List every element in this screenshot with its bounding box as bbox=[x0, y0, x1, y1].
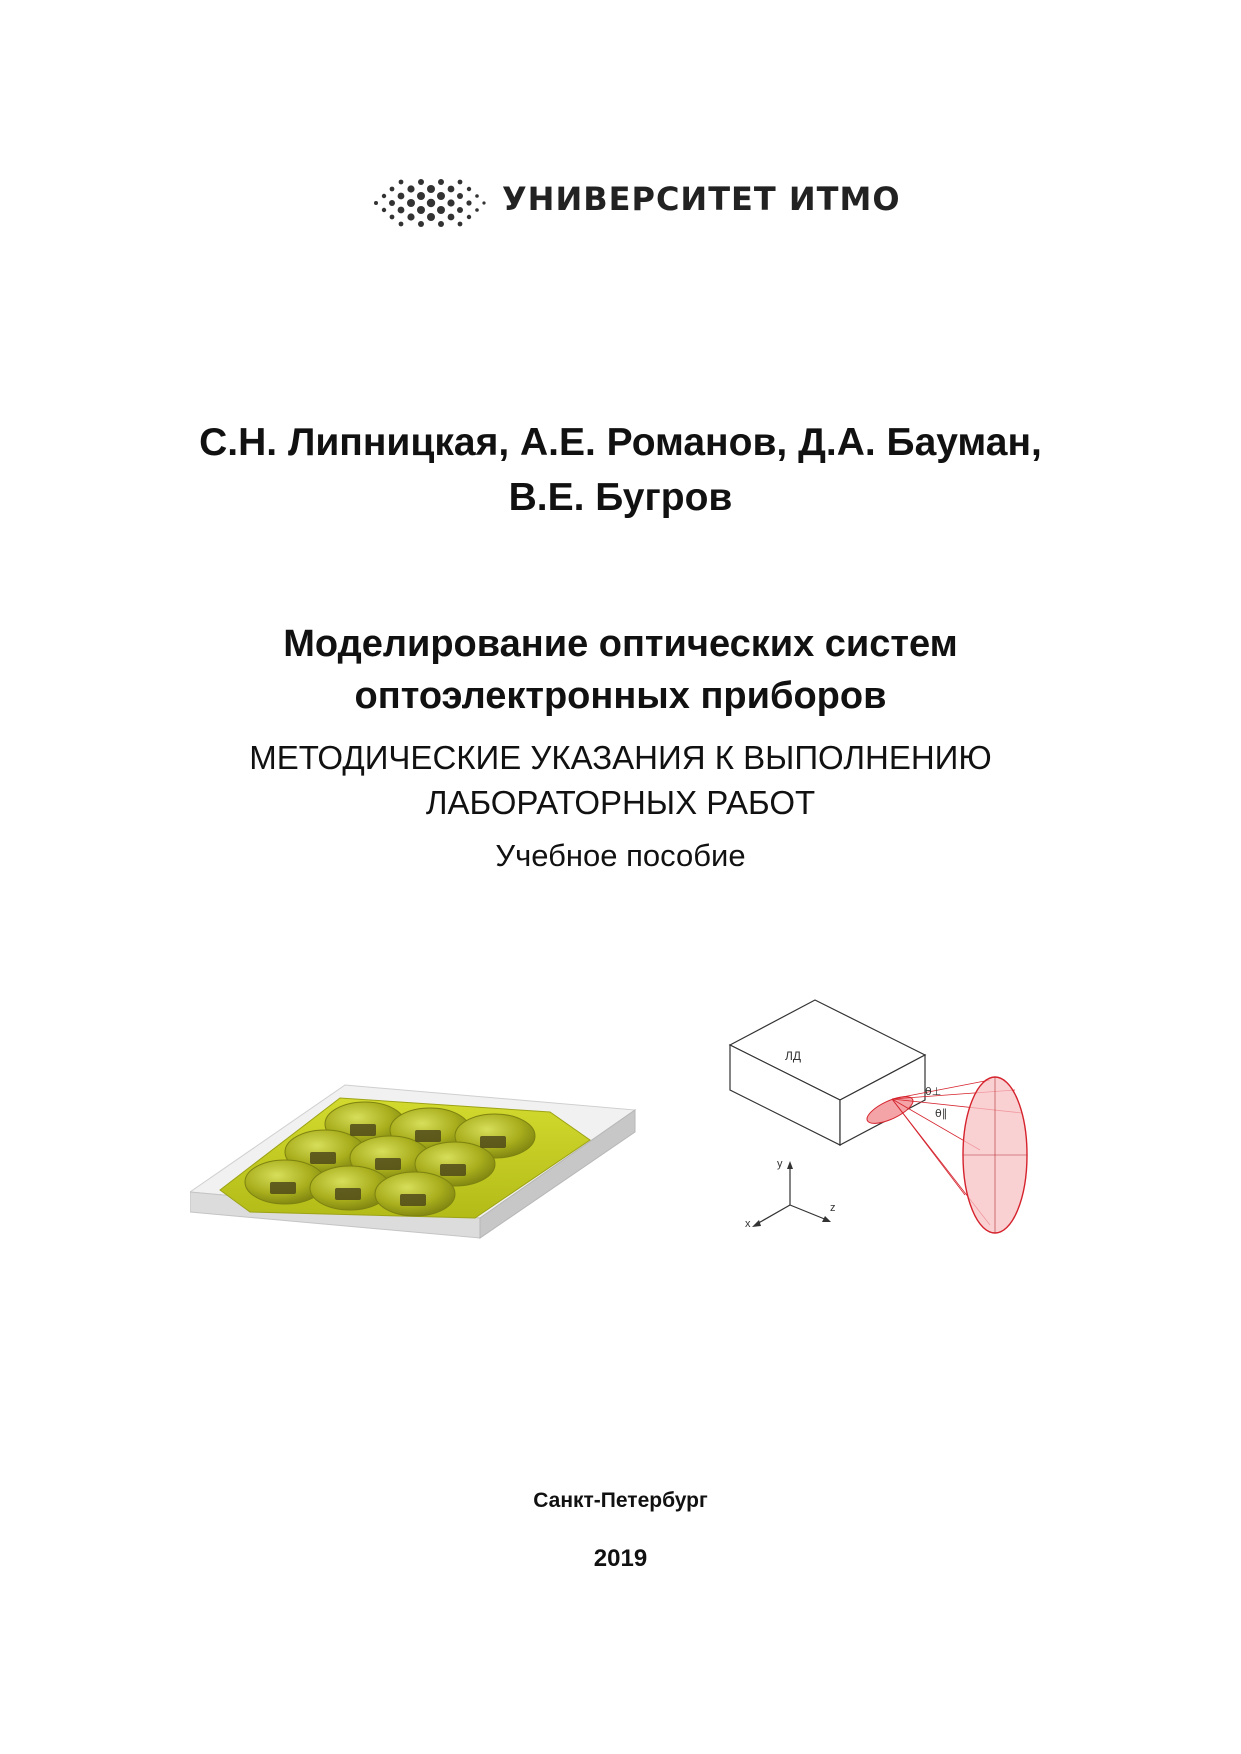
angle-perp-label: θ⊥ bbox=[925, 1085, 942, 1098]
led-array-module-illustration bbox=[190, 1040, 650, 1245]
subtitle-line-2: ЛАБОРАТОРНЫХ РАБОТ bbox=[425, 784, 816, 821]
angle-par-label: θ∥ bbox=[935, 1107, 948, 1120]
axis-z-label: z bbox=[830, 1202, 836, 1214]
box-label: ЛД bbox=[785, 1049, 802, 1063]
laser-diode-beam-diagram bbox=[660, 995, 1080, 1250]
book-title bbox=[0, 618, 1241, 722]
axis-y-label: y bbox=[777, 1158, 783, 1170]
dot-grid-logo-icon bbox=[370, 168, 490, 238]
university-name: УНИВЕРСИТЕТ ИТМО bbox=[502, 180, 901, 218]
university-logo bbox=[370, 168, 901, 238]
publication-city: Санкт-Петербург bbox=[533, 1489, 708, 1512]
title-line-1: Моделирование оптических систем bbox=[283, 623, 958, 665]
authors bbox=[0, 415, 1241, 525]
book-subtitle bbox=[0, 735, 1241, 825]
authors-line-1: С.Н. Липницкая, А.Е. Романов, Д.А. Бауман, bbox=[199, 421, 1042, 464]
document-type: Учебное пособие bbox=[495, 838, 746, 873]
subtitle-line-1: МЕТОДИЧЕСКИЕ УКАЗАНИЯ К ВЫПОЛНЕНИЮ bbox=[249, 739, 992, 776]
publication-year: 2019 bbox=[593, 1545, 648, 1572]
axis-x-label: x bbox=[745, 1218, 751, 1230]
authors-line-2: В.Е. Бугров bbox=[508, 476, 733, 519]
title-line-2: оптоэлектронных приборов bbox=[354, 675, 887, 717]
